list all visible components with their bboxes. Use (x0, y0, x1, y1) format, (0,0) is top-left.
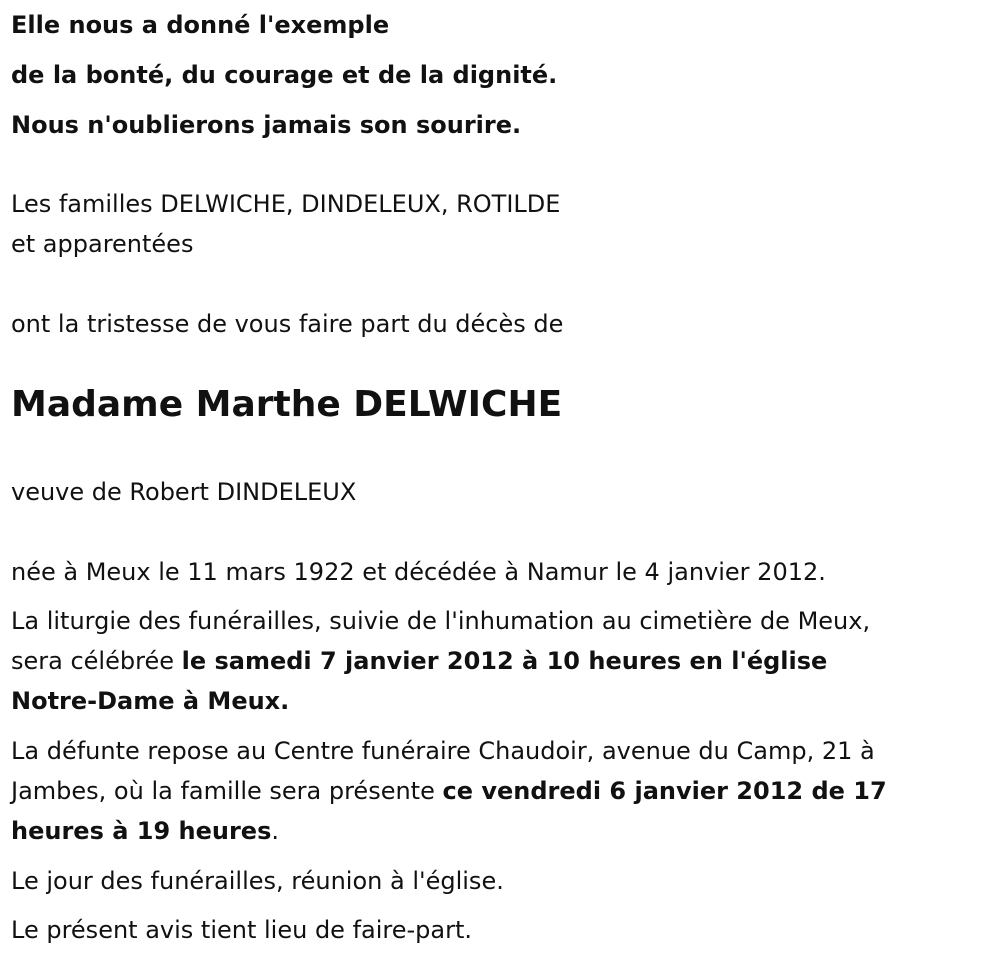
funeral-location: Notre-Dame à Meux. (11, 687, 290, 715)
funeral-line-2 (11, 641, 827, 681)
epitaph-line-3: Nous n'oublierons jamais son sourire. (11, 111, 522, 139)
meeting-info: Le jour des funérailles, réunion à l'église. (11, 867, 504, 895)
epitaph-line-1: Elle nous a donné l'exemple (11, 11, 390, 39)
notice-info: Le présent avis tient lieu de faire-part. (11, 916, 473, 944)
widow-of: veuve de Robert DINDELEUX (11, 478, 357, 506)
visitation-line-2-plain: Jambes, où la famille sera présente (11, 777, 443, 805)
epitaph-line-2: de la bonté, du courage et de la dignité. (11, 61, 558, 89)
visitation-date: ce vendredi 6 janvier 2012 de 17 (442, 777, 887, 805)
birth-death: née à Meux le 11 mars 1922 et décédée à Namur le 4 janvier 2012. (11, 558, 826, 586)
visitation-line-3-plain: . (271, 817, 279, 845)
funeral-line-1: La liturgie des funérailles, suivie de l'inhumation au cimetière de Meux, (11, 607, 871, 635)
funeral-date-time: le samedi 7 janvier 2012 à 10 heures en l'église (181, 647, 828, 675)
families-line-1: Les familles DELWICHE, DINDELEUX, ROTILDE (11, 190, 561, 218)
visitation-line-2 (11, 771, 887, 811)
visitation-hours: heures à 19 heures (11, 817, 272, 845)
funeral-line-2-plain: sera célébrée (11, 647, 182, 675)
visitation-line-3 (11, 811, 279, 851)
families-line-2: et apparentées (11, 230, 194, 258)
deceased-name: Madame Marthe DELWICHE (11, 384, 563, 425)
announcement: ont la tristesse de vous faire part du décès de (11, 310, 564, 338)
visitation-line-1: La défunte repose au Centre funéraire Chaudoir, avenue du Camp, 21 à (11, 737, 875, 765)
